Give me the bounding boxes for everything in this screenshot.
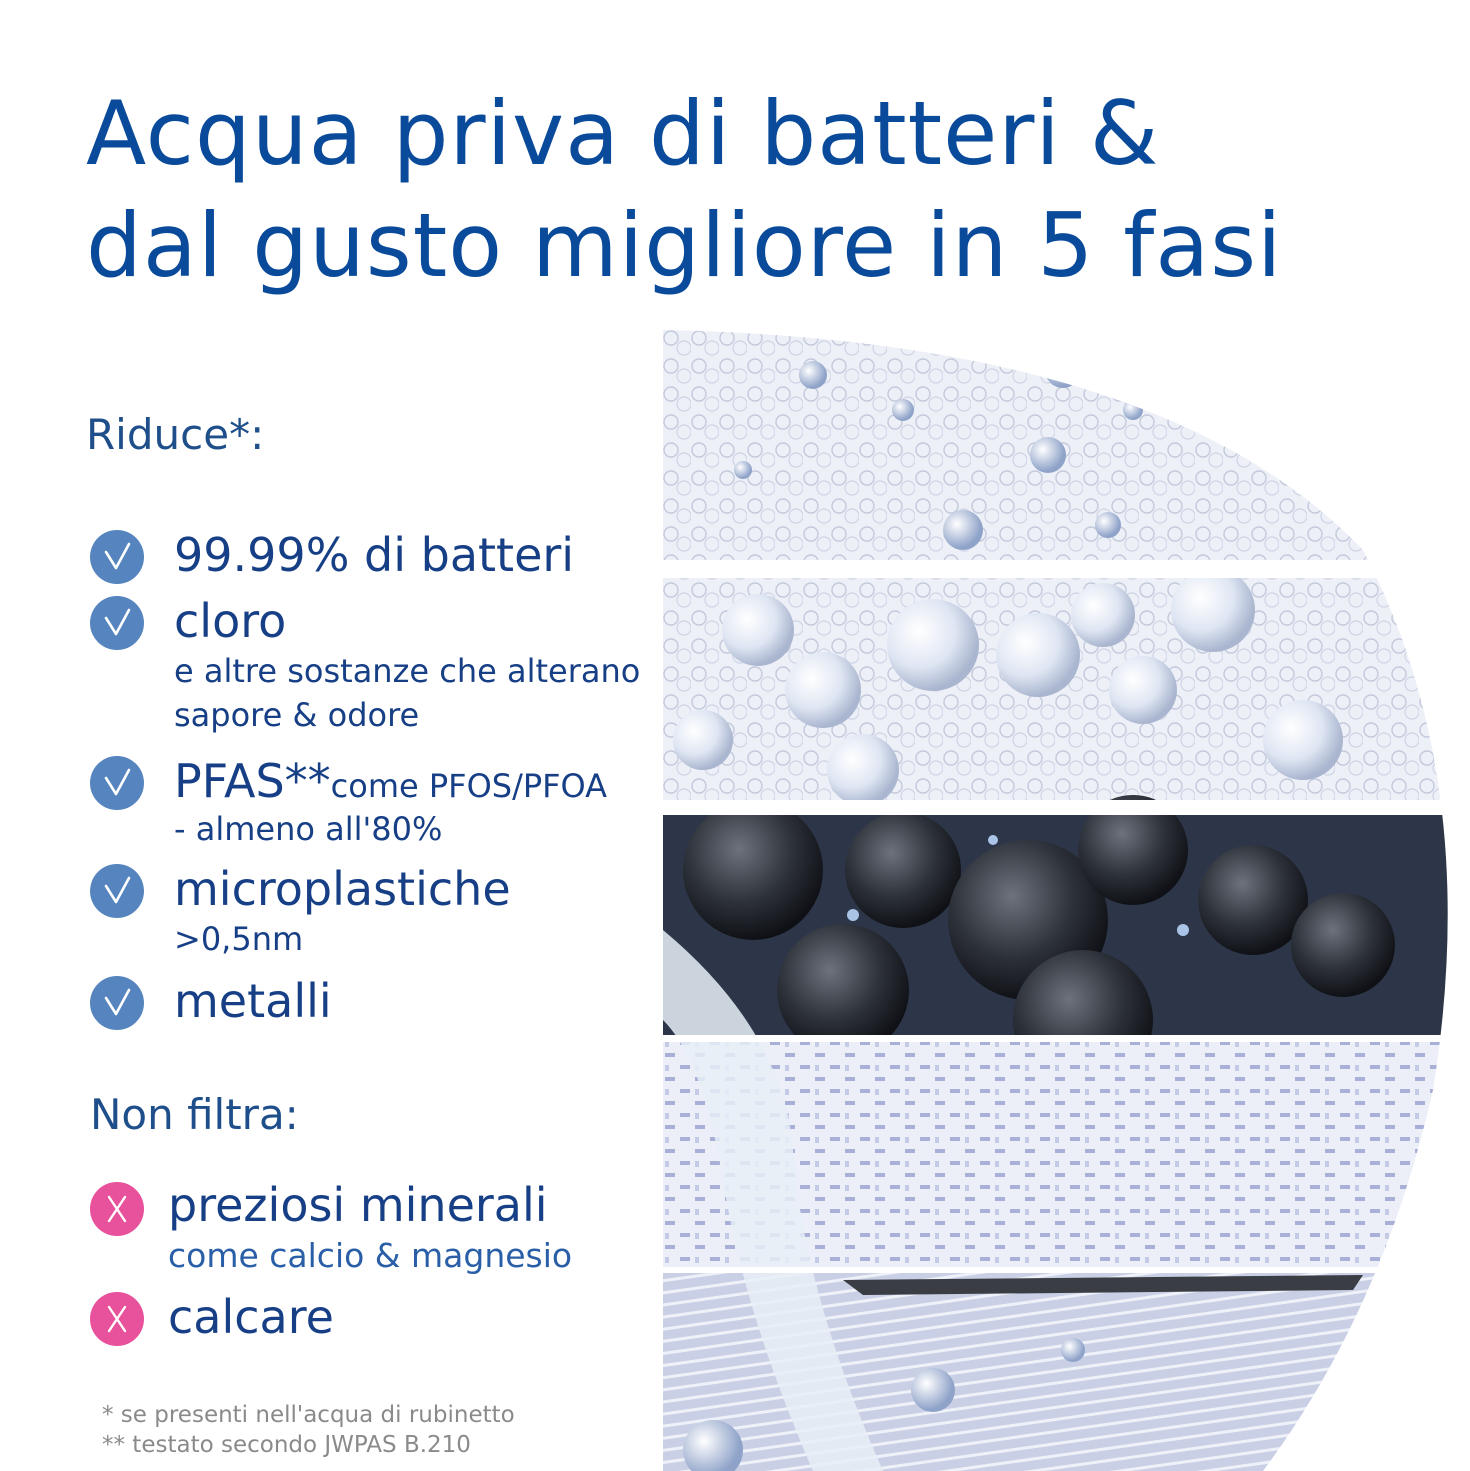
check-icon (90, 596, 144, 650)
item-label (174, 754, 607, 808)
item-label: preziosi minerali (168, 1178, 548, 1232)
filter-layers-illustration (663, 330, 1470, 1471)
footnote-1: * se presenti nell'acqua di rubinetto (102, 1402, 515, 1428)
item-label: metalli (174, 974, 332, 1028)
x-icon (90, 1292, 144, 1346)
title-line-2: dal gusto migliore in 5 fasi (86, 194, 1283, 297)
footnote-2: ** testato secondo JWPAS B.210 (102, 1432, 471, 1458)
item-label: 99.99% di batteri (174, 528, 575, 582)
item-detail: sapore & odore (174, 696, 420, 734)
pfas-examples: come PFOS/PFOA (330, 767, 608, 805)
page-title (86, 78, 1386, 302)
check-icon (90, 756, 144, 810)
pfas-label: PFAS** (174, 754, 331, 808)
item-detail: - almeno all'80% (174, 810, 443, 848)
x-icon (90, 1182, 144, 1236)
item-label: microplastiche (174, 862, 511, 916)
item-label: cloro (174, 594, 287, 648)
check-icon (90, 976, 144, 1030)
item-detail: >0,5nm (174, 920, 304, 958)
title-line-1: Acqua priva di batteri & (86, 82, 1160, 185)
item-detail: e altre sostanze che alterano (174, 652, 641, 690)
item-label: calcare (168, 1290, 334, 1344)
item-detail: come calcio & magnesio (168, 1236, 573, 1275)
reduces-heading: Riduce*: (86, 410, 265, 459)
check-icon (90, 530, 144, 584)
not-filtered-heading: Non filtra: (90, 1090, 299, 1139)
check-icon (90, 864, 144, 918)
